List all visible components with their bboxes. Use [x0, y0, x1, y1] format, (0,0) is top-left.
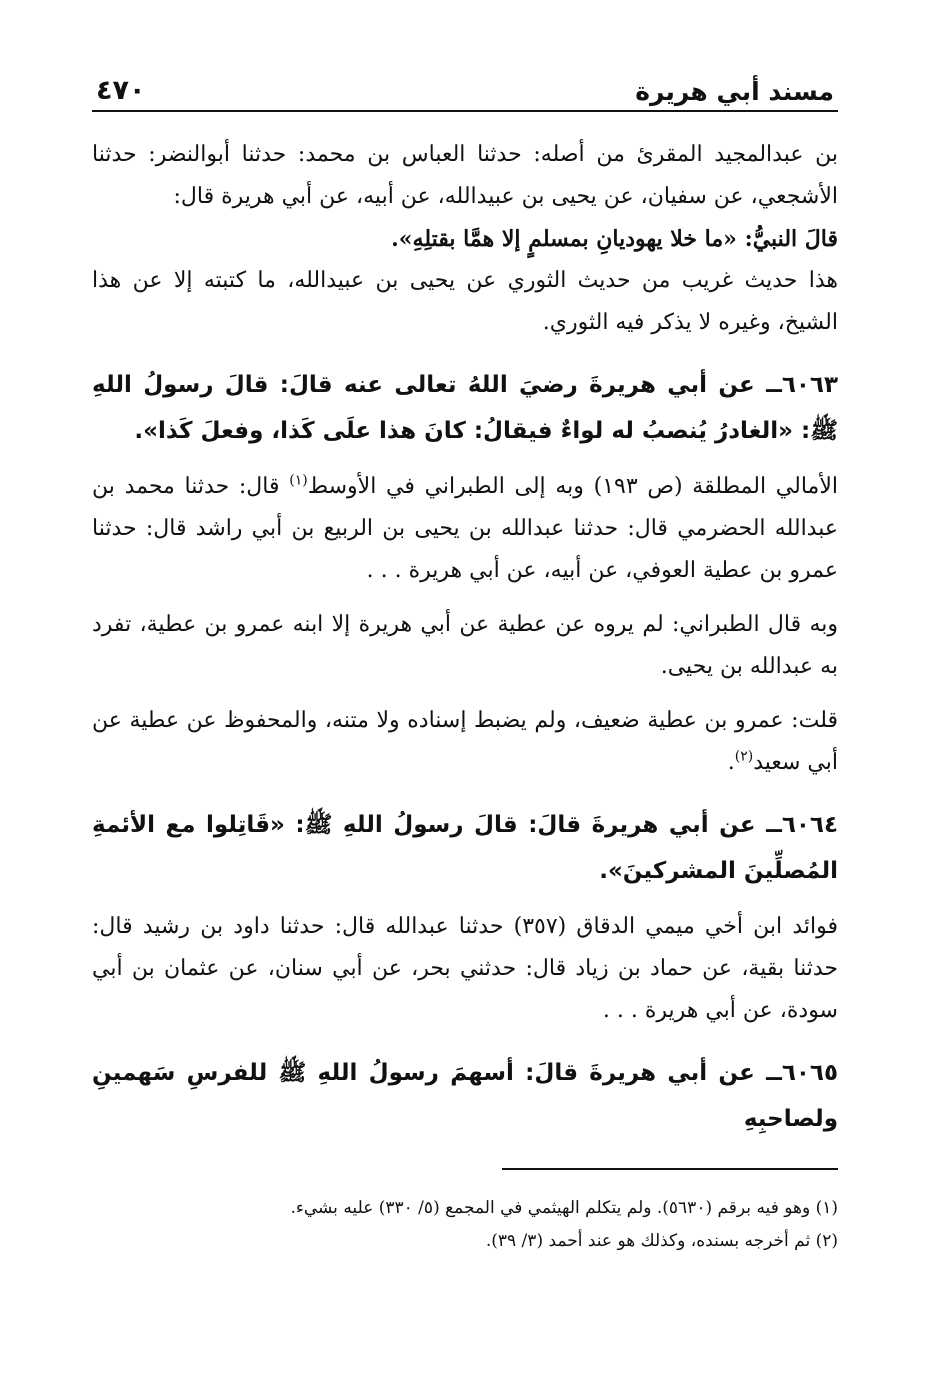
hadith-6063: ٦٠٦٣ــ عن أبي هريرةَ رضيَ اللهُ تعالى عنه قالَ: قالَ رسولُ اللهِ ﷺ: «الغادرُ يُنصبُ له لواءٌ فيقالُ: كانَ هذا علَى كَذا، وفعلَ كَذا». [92, 372, 838, 444]
source-text-a: الأمالي المطلقة (ص ١٩٣) وبه إلى الطبراني في الأوسط [307, 474, 838, 499]
prophet-saying: قالَ النبيُّ: «ما خلا يهوديانِ بمسلمٍ إلا همَّا بقتلِهِ». [391, 226, 838, 252]
footnote-2: (٢) ثم أخرجه بسنده، وكذلك هو عند أحمد (٣/ ٣٩). [485, 1231, 838, 1251]
page-number: ٤٧٠ [96, 75, 146, 106]
paragraph-source-amali [92, 466, 838, 592]
source-text-b: قال: حدثنا محمد بن عبدالله الحضرمي قال: حدثنا عبدالله بن يحيى بن الربيع بن أبي راشد قال: حدثنا عمرو بن عطية العوفي، عن أبيه، عن أبي هريرة . . . [92, 474, 838, 583]
hadith-6064: ٦٠٦٤ــ عن أبي هريرةَ قالَ: قالَ رسولُ اللهِ ﷺ: «قَاتِلوا مع الأئمةِ المُصلِّينَ المشركينَ». [92, 812, 838, 884]
running-title: مسند أبي هريرة [635, 77, 834, 106]
paragraph-comment: هذا حديث غريب من حديث الثوري عن يحيى بن عبيدالله، ما كتبته إلا عن هذا الشيخ، وغيره لا يذكر فيه الثوري. [92, 268, 838, 335]
footnote-1: (١) وهو فيه برقم (٥٦٣٠). ولم يتكلم الهيثمي في المجمع (٥/ ٣٣٠) عليه بشيء. [290, 1198, 838, 1218]
paragraph-note [92, 700, 838, 784]
paragraph-tabarani: وبه قال الطبراني: لم يروه عن عطية عن أبي هريرة إلا ابنه عمرو بن عطية، تفرد به عبدالله بن يحيى. [92, 612, 838, 679]
note-text-a: قلت: عمرو بن عطية ضعيف، ولم يضبط إسناده ولا متنه، والمحفوظ عن عطية عن أبي سعيد [92, 708, 838, 775]
footnote-divider [502, 1168, 838, 1170]
paragraph-isnad: بن عبدالمجيد المقرئ من أصله: حدثنا العباس بن محمد: حدثنا أبوالنضر: حدثنا الأشجعي، عن سفيان، عن يحيى بن عبيدالله، عن أبيه، عن أبي هريرة قال: [92, 142, 838, 209]
paragraph-fawaid: فوائد ابن أخي ميمي الدقاق (٣٥٧) حدثنا عبدالله قال: حدثنا داود بن رشيد قال: حدثنا بقية، عن حماد بن زياد قال: حدثني بحر، عن أبي سنان، عن عثمان بن أبي سودة، عن أبي هريرة . . . [92, 914, 838, 1023]
footnote-ref-2[interactable]: (٢) [734, 748, 754, 765]
footnotes [92, 1168, 838, 1258]
book-page [92, 70, 838, 1142]
note-text-b: . [727, 750, 735, 775]
page-body [92, 134, 838, 1142]
footnote-ref-1[interactable]: (١) [289, 472, 308, 489]
hadith-6065: ٦٠٦٥ــ عن أبي هريرةَ قالَ: أسهمَ رسولُ اللهِ ﷺ للفرسِ سَهمينِ ولصاحبِهِ [92, 1060, 838, 1132]
page-header [92, 70, 838, 112]
